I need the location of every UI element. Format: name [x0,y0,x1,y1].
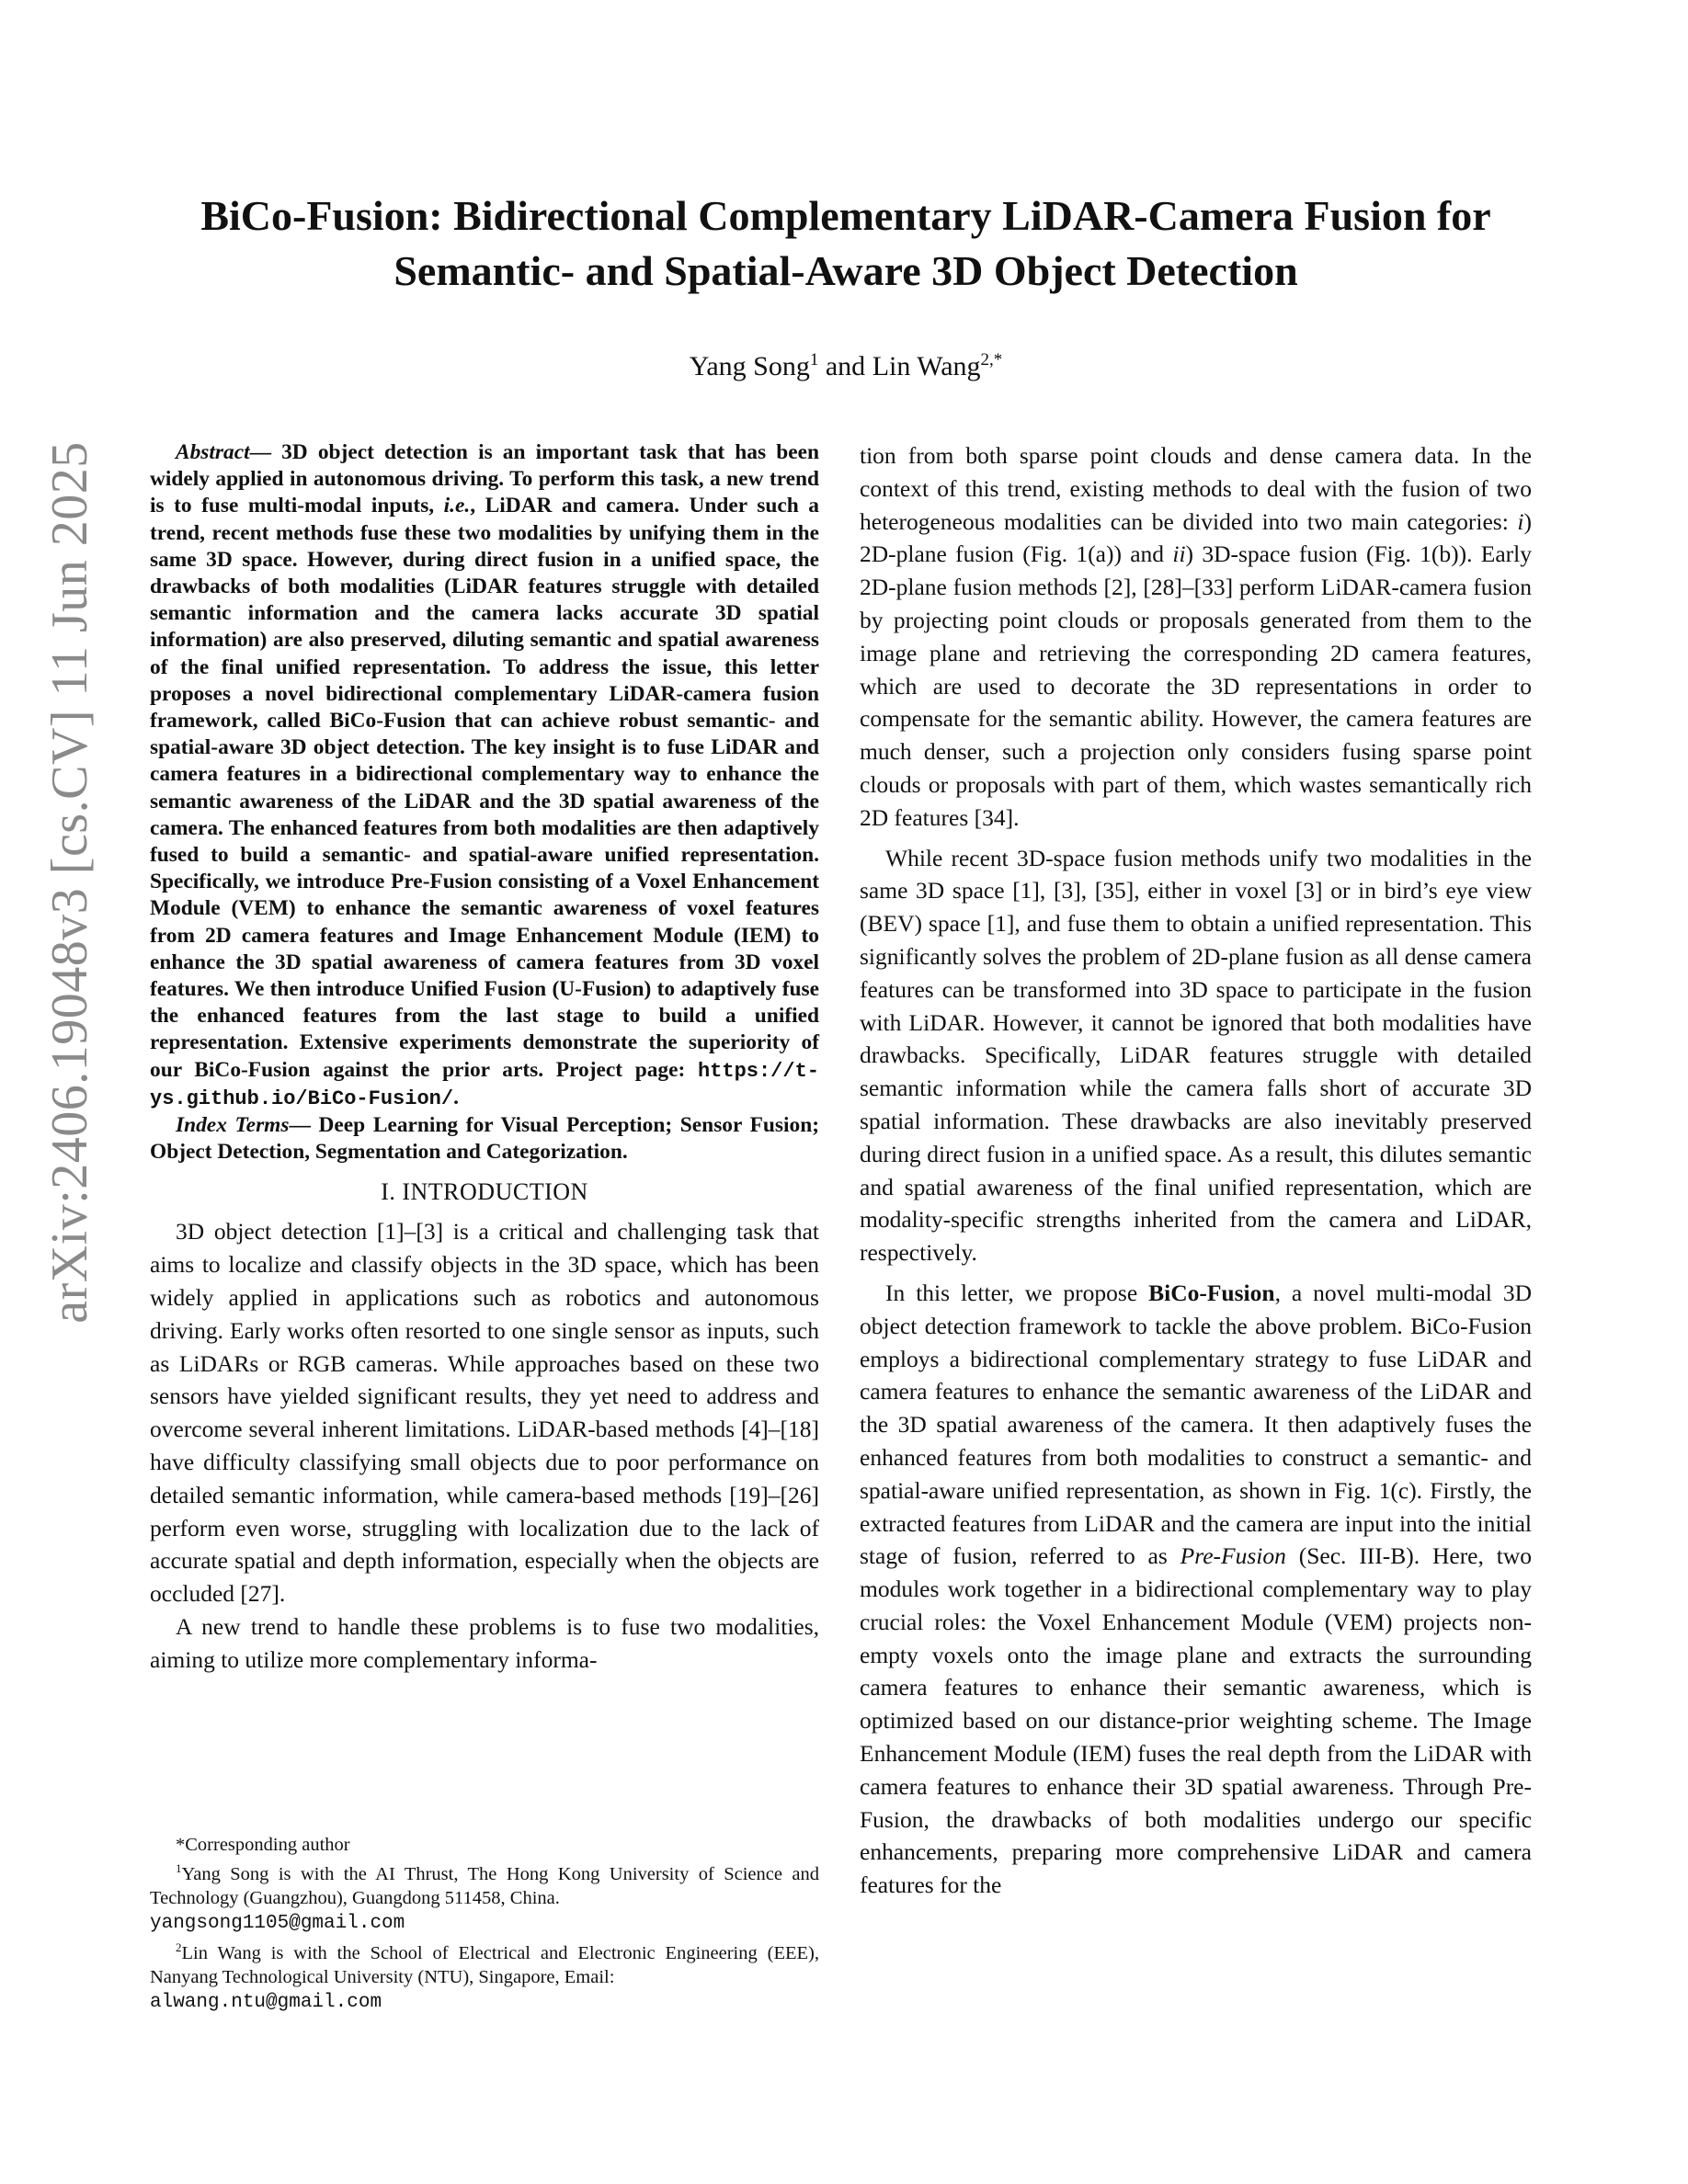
project-page-url[interactable]: https://t-ys.github.io/BiCo-Fusion/ [150,1059,819,1110]
arxiv-identifier: arXiv:2406.19048v3 [cs.CV] 11 Jun 2025 [41,441,98,1324]
author-1-affiliation: 1 [809,350,819,370]
index-terms [150,1112,819,1166]
section-heading-introduction: I. INTRODUCTION [381,1178,588,1206]
intro-paragraph-2: A new trend to handle these problems is to fuse two modalities, aiming to utilize more complementary informa- [150,1613,819,1673]
right-column [860,439,1532,1902]
abstract-text-2: , LiDAR and camera. Under such a trend, recent methods fuse these two modalities by unifying them in the same 3D space. However, during direct fusion in a unified space, the drawbacks of both modalities (LiDAR features struggle with detailed semantic information and the camera lacks accurate 3D spatial information) are also preserved, diluting semantic and spatial awareness of the final unified representation. To address the issue, this letter proposes a novel bidirectional complementary LiDAR-camera fusion framework, called BiCo-Fusion that can achieve robust semantic- and spatial-aware 3D object detection. The key insight is to fuse LiDAR and camera features in a bidirectional complementary way to enhance the semantic awareness of the LiDAR and the 3D spatial awareness of the camera. The enhanced features from both modalities are then adaptively fused to build a semantic- and spatial-aware unified representation. Specifically, we introduce Pre-Fusion consisting of a Voxel Enhancement Module (VEM) to enhance the semantic awareness of voxel features from 2D camera features and Image Enhancement Module (IEM) to enhance the 3D spatial awareness of camera features from 3D voxel features. We then introduce Unified Fusion (U-Fusion) to adaptively fuse the enhanced features from the last stage to build a unified representation. Extensive experiments demonstrate the superiority of our BiCo-Fusion against the prior arts. Project page: [150,494,819,1082]
abstract-label: Abstract [176,440,250,464]
index-terms-text: — Deep Learning for Visual Perception; Sensor Fusion; Object Detection, Segmentation and Categorization. [150,1113,819,1165]
right-p3-text-2: , a novel multi-modal 3D object detection framework to tackle the above problem. BiCo-Fusion employs a bidirectional complementary strategy to fuse LiDAR and camera features to enhance the semantic awareness of the LiDAR and the 3D spatial awareness of the camera. It then adaptively fuses the enhanced features from both modalities to construct a semantic- and spatial-aware unified representation, as shown in Fig. 1(c). Firstly, the extracted features from LiDAR and the camera are input into the initial stage of fusion, referred to as [860,1279,1532,1570]
abstract-end: . [453,1085,459,1109]
footnote-2 [150,1936,819,2015]
left-column [150,439,819,1677]
author-2: Lin Wang [872,351,981,381]
footnote-1-mark: 1 [176,1861,182,1875]
title-line-2: Semantic- and Spatial-Aware 3D Object Detection [393,247,1298,294]
author-2-affiliation: 2,* [980,350,1003,370]
right-p3-bicofusion: BiCo-Fusion [1148,1279,1275,1306]
right-p3-prefusion: Pre-Fusion [1180,1542,1286,1570]
footnote-corresponding: *Corresponding author [176,1835,350,1855]
right-paragraph-3 [860,1277,1532,1902]
author-1: Yang Song [689,351,810,381]
right-p1-text-2: ) 2D-plane fusion (Fig. 1(a)) and [860,507,1532,568]
abstract [150,439,819,1112]
author-line [147,342,1545,385]
footnote-1 [150,1857,819,1936]
index-terms-label: Index Terms [176,1113,290,1138]
author-separator: and [818,351,873,381]
right-p3-text-1: In this letter, we propose [885,1279,1149,1306]
right-p3-text-3: (Sec. III-B). Here, two modules work together in a bidirectional complementary way to play crucial roles: the Voxel Enhancement Module (VEM) projects non-empty voxels onto the image plane and extracts the surrounding camera features to enhance their semantic awareness, which is optimized based on our distance-prior weighting scheme. The Image Enhancement Module (IEM) fuses the real depth from the LiDAR with camera features to enhance their 3D spatial awareness. Through Pre-Fusion, the drawbacks of both modalities undergo our specific enhancements, preparing more comprehensive LiDAR and camera features for the [860,1542,1532,1899]
footnote-1-email[interactable]: yangsong1105@gmail.com [150,1912,405,1934]
arxiv-sidebar [40,202,99,1563]
paper-title [147,188,1545,299]
abstract-text-1: — 3D object detection is an important task that has been widely applied in autonomous driving. To perform this task, a new trend is to fuse multi-modal inputs, [150,440,819,518]
right-paragraph-2: While recent 3D-space fusion methods unify two modalities in the same 3D space [1], [3], [35], either in voxel [3] or in bird’s eye view (BEV) space [1], and fuse them to obtain a unified representation. This significantly solves the problem of 2D-plane fusion as all dense camera features can be transformed into 3D space to participate in the fusion with LiDAR. However, it cannot be ignored that both modalities have drawbacks. Specifically, LiDAR features struggle with detailed semantic information while the camera falls short of accurate 3D spatial information. These drawbacks are also inevitably preserved during direct fusion in a unified space. As a result, this dilutes semantic and spatial awareness of the final unified representation, which are modality-specific strengths inherited from the camera and LiDAR, respectively. [860,844,1532,1267]
footnote-2-email[interactable]: alwang.ntu@gmail.com [150,1991,382,2013]
footnote-1-text: Yang Song is with the AI Thrust, The Hong Kong University of Science and Technology (Guangzhou), Guangdong 511458, China. [150,1863,819,1908]
right-p1-text-1: tion from both sparse point clouds and dense camera data. In the context of this trend, existing methods to deal with the fusion of two heterogeneous modalities can be divided into two main categories: [860,442,1532,535]
right-p1-i: i [1517,507,1524,535]
footnote-2-text: Lin Wang is with the School of Electrical and Electronic Engineering (EEE), Nanyang Technological University (NTU), Singapore, Email: [150,1942,819,1987]
footnotes [150,1833,819,2015]
title-line-1: BiCo-Fusion: Bidirectional Complementary LiDAR-Camera Fusion for [200,192,1491,239]
right-p1-ii: ii [1172,540,1186,568]
right-paragraph-1 [860,439,1532,835]
footnote-2-mark: 2 [176,1939,182,1954]
abstract-ie: i.e. [443,494,471,518]
intro-paragraph-1: 3D object detection [1]–[3] is a critical and challenging task that aims to localize and classify objects in the 3D space, which has been widely applied in applications such as robotics and autonomous driving. Early works often resorted to one single sensor as inputs, such as LiDARs or RGB cameras. While approaches based on these two sensors have yielded significant results, they yet need to address and overcome several inherent limitations. LiDAR-based methods [4]–[18] have difficulty classifying small objects due to poor performance on detailed semantic information, while camera-based methods [19]–[26] perform even worse, struggling with localization due to the lack of accurate spatial and depth information, especially when the objects are occluded [27]. [150,1218,819,1608]
right-p1-text-3: ) 3D-space fusion (Fig. 1(b)). Early 2D-plane fusion methods [2], [28]–[33] perform LiDAR-camera fusion by projecting point clouds or proposals generated from them to the image plane and retrieving the corresponding 2D camera features, which are used to decorate the 3D representations in order to compensate for the semantic ability. However, the camera features are much denser, such a projection only considers fusing sparse point clouds or proposals with part of them, which wastes semantically rich 2D features [34]. [860,540,1532,831]
